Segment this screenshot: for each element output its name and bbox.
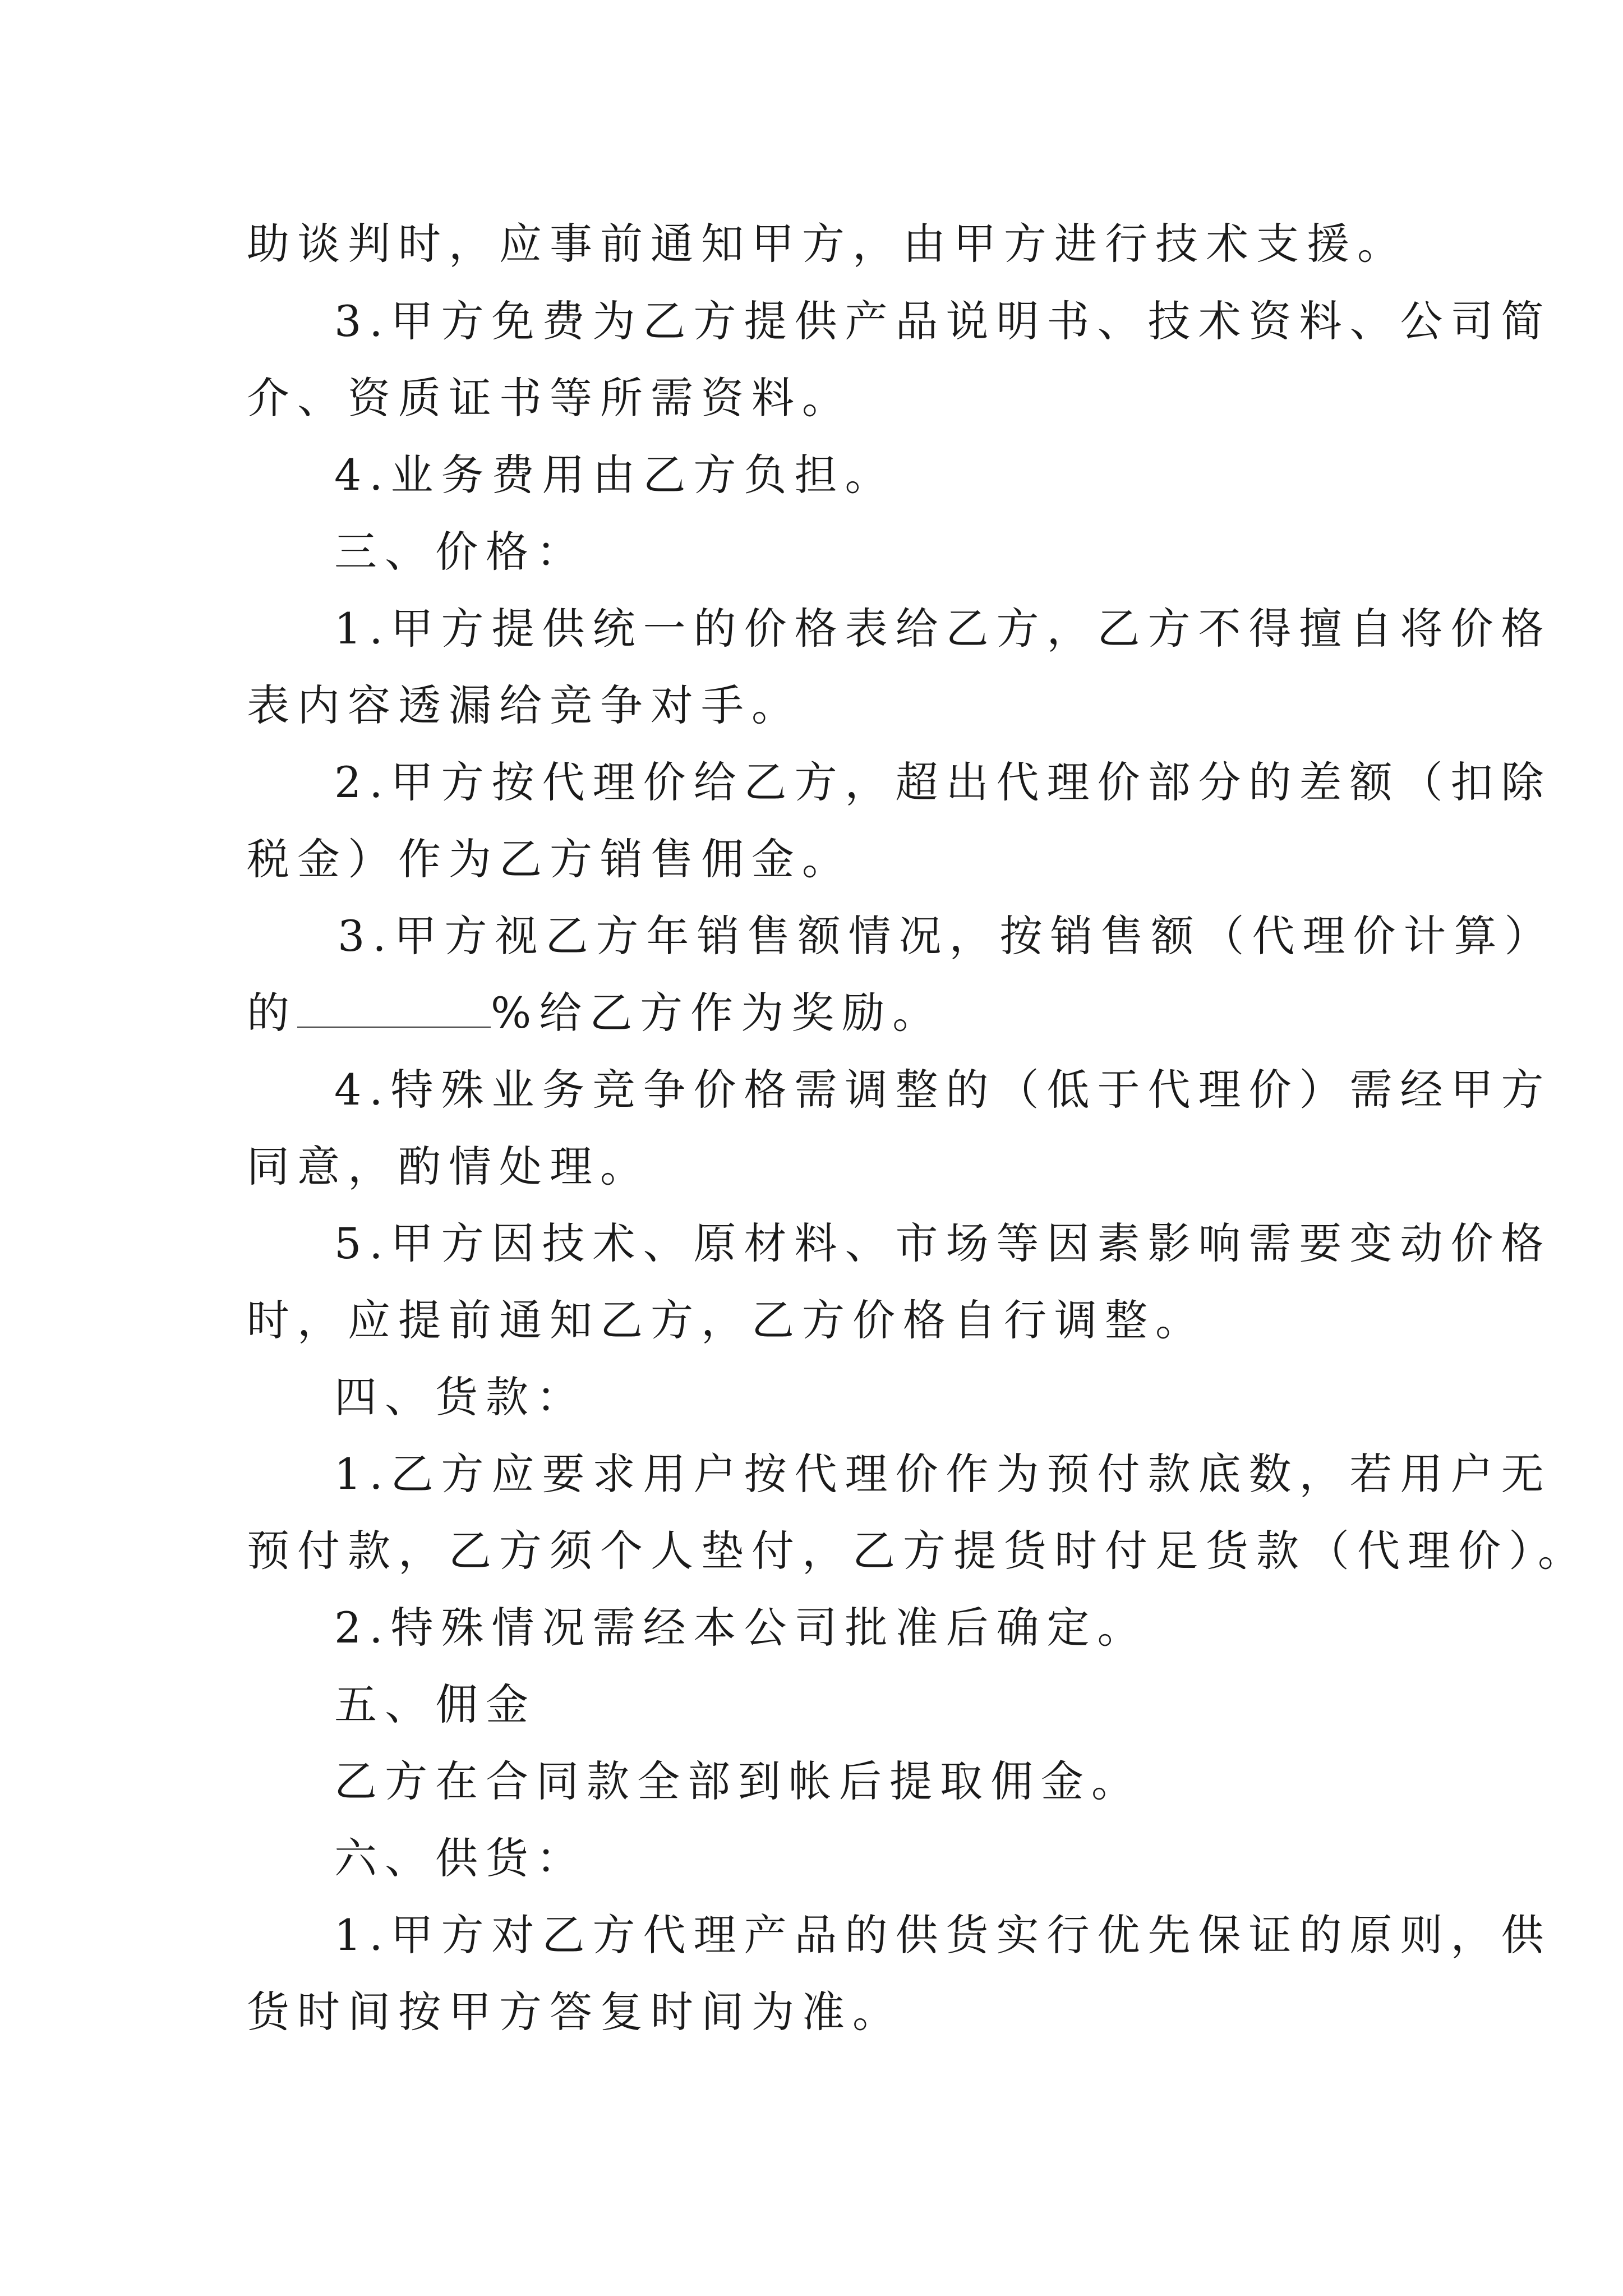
text-line: 2.特殊情况需经本公司批准后确定。: [334, 1603, 1148, 1653]
text-line: 3.甲方免费为乙方提供产品说明书、技术资料、公司简: [334, 296, 1552, 346]
text-line: 1.甲方提供统一的价格表给乙方，乙方不得擅自将价格: [334, 604, 1552, 654]
text-line: 预付款，乙方须个人垫付，乙方提货时付足货款（代理价）。: [247, 1526, 1588, 1576]
text-line: 时，应提前通知乙方，乙方价格自行调整。: [247, 1295, 1206, 1345]
text-line: 货时间按甲方答复时间为准。: [247, 1987, 903, 2037]
text-line: 介、资质证书等所需资料。: [247, 373, 852, 423]
text-line: 表内容透漏给竞争对手。: [247, 680, 802, 730]
text-line: 助谈判时，应事前通知甲方，由甲方进行技术支援。: [247, 219, 1408, 269]
text-line: 3.甲方视乙方年销售额情况，按销售额（代理价计算）: [338, 911, 1555, 961]
text-line: 4.业务费用由乙方负担。: [334, 450, 896, 500]
text-line: [247, 982, 943, 1044]
text-line: 1.乙方应要求用户按代理价作为预付款底数，若用户无: [334, 1449, 1552, 1499]
section-heading: 四、货款：: [334, 1372, 587, 1422]
text-line: 同意，酌情处理。: [247, 1142, 651, 1191]
text-line: 1.甲方对乙方代理产品的供货实行优先保证的原则，供: [334, 1910, 1552, 1960]
text-segment: %给乙方作为奖励。: [491, 988, 943, 1038]
section-heading: 三、价格：: [334, 527, 587, 577]
section-heading: 五、佣金: [334, 1680, 536, 1729]
text-line: 乙方在合同款全部到帐后提取佣金。: [334, 1756, 1142, 1806]
text-segment: 的: [247, 988, 297, 1038]
fill-in-blank: [297, 993, 491, 1028]
section-heading: 六、供货：: [334, 1833, 587, 1883]
text-line: 税金）作为乙方销售佣金。: [247, 834, 852, 884]
text-line: 4.特殊业务竞争价格需调整的（低于代理价）需经甲方: [334, 1065, 1552, 1115]
text-line: 5.甲方因技术、原材料、市场等因素影响需要变动价格: [334, 1218, 1552, 1268]
text-line: 2.甲方按代理价给乙方，超出代理价部分的差额（扣除: [334, 757, 1552, 807]
